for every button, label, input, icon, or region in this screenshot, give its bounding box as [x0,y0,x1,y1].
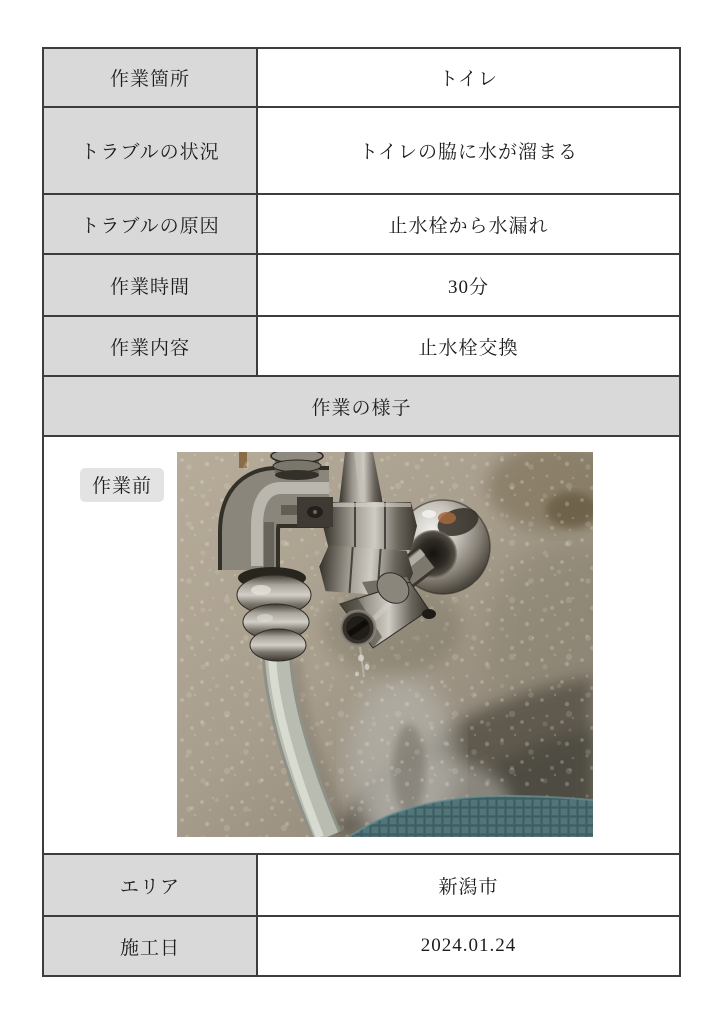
table-row-work-location [44,49,679,108]
table-row-construction-date [44,917,679,975]
table-row-trouble-status [44,108,679,195]
trouble-status-label: トラブルの状況 [44,108,258,193]
work-content-label: 作業内容 [44,317,258,375]
photo-cell [44,437,679,853]
area-label: エリア [44,855,258,915]
section-header-work-photos: 作業の様子 [44,377,679,435]
work-content-value: 止水栓交換 [258,317,679,375]
table-row-photo [44,437,679,855]
table-row-area [44,855,679,917]
trouble-status-value: トイレの脇に水が溜まる [258,108,679,193]
before-photo-image [177,452,593,837]
work-report-table [42,47,681,977]
table-row-work-content [44,317,679,377]
table-row-work-time [44,255,679,317]
work-location-value: トイレ [258,49,679,106]
work-location-label: 作業箇所 [44,49,258,106]
trouble-cause-label: トラブルの原因 [44,195,258,253]
table-row-trouble-cause [44,195,679,255]
before-work-badge: 作業前 [80,468,164,502]
table-row-section-header [44,377,679,437]
work-time-label: 作業時間 [44,255,258,315]
area-value: 新潟市 [258,855,679,915]
work-time-value: 30分 [258,255,679,315]
photo-top-washers [271,452,323,480]
construction-date-value: 2024.01.24 [258,917,679,975]
trouble-cause-value: 止水栓から水漏れ [258,195,679,253]
construction-date-label: 施工日 [44,917,258,975]
